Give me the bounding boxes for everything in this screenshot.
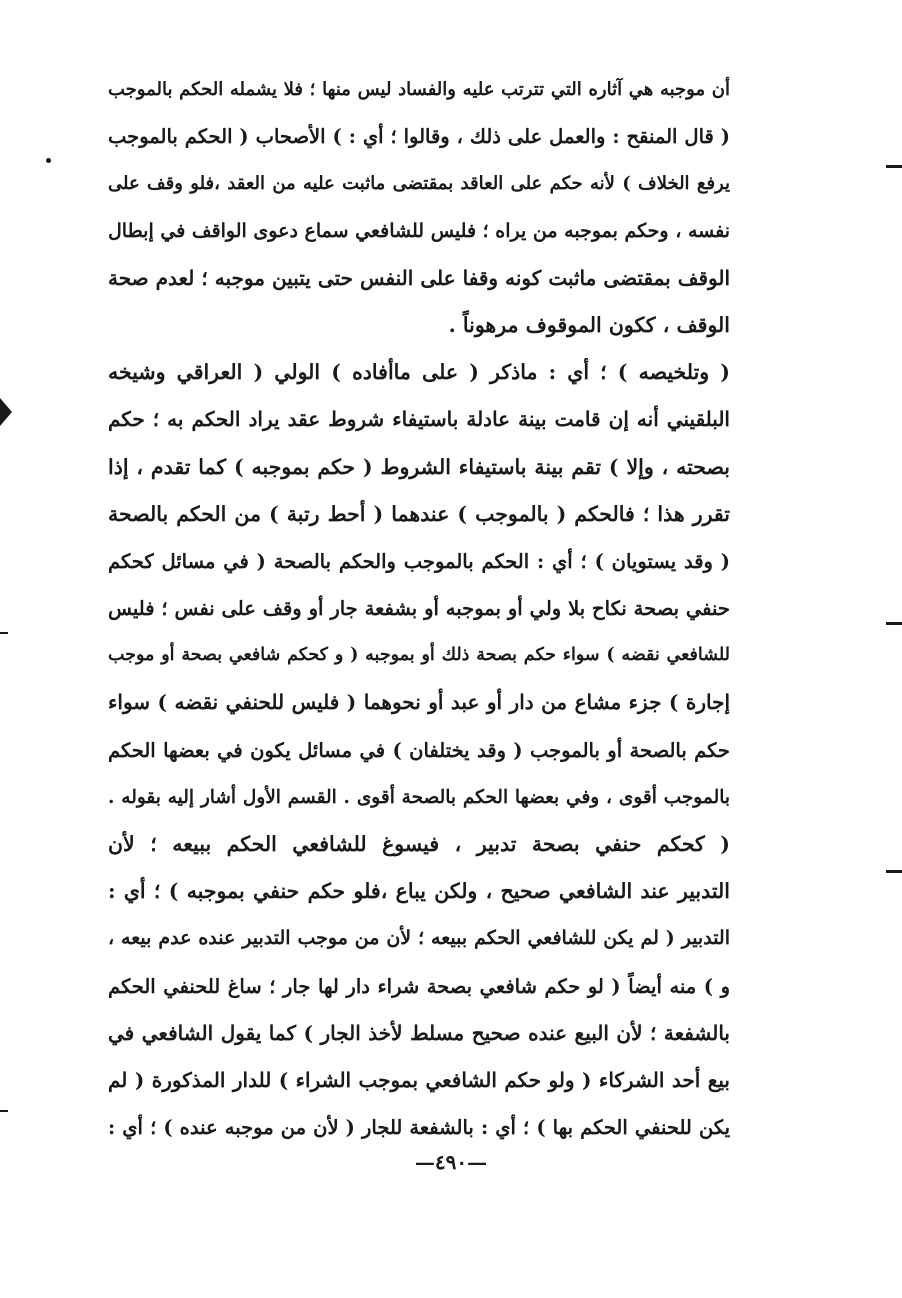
text-line: حكم بالصحة أو بالموجب ( وقد يختلفان ) في مسائل يكون في بعضها الحكم: [108, 738, 730, 762]
margin-mark: [886, 165, 902, 168]
text-line: التدبير عند الشافعي صحيح ، ولكن يباع ،فلو حكم حنفي بموجبه ) ؛ أي :: [108, 879, 730, 904]
text-line: بصحته ، وإلا ) تقم بينة باستيفاء الشروط ( حكم بموجبه ) كما تقدم ، إذا: [108, 454, 730, 479]
margin-mark: [0, 632, 8, 634]
text-line: ( وتلخيصه ) ؛ أي : ماذكر ( على ماأفاده ) الولي ( العراقي وشيخه: [108, 360, 730, 385]
text-line: يكن للحنفي الحكم بها ) ؛ أي : بالشفعة للجار ( لأن من موجبه عنده ) ؛ أي :: [108, 1116, 730, 1140]
ink-blot: [0, 398, 12, 426]
body-text: [108, 66, 730, 1151]
text-line: ( قال المنقح : والعمل على ذلك ، وقالوا ؛ أي : ) الأصحاب ( الحكم بالموجب: [108, 125, 730, 149]
text-line: الوقف ، ككون الموقوف مرهوناً .: [448, 312, 730, 337]
text-line: ( وقد يستويان ) ؛ أي : الحكم بالموجب والحكم بالصحة ( في مسائل كحكم: [108, 549, 730, 573]
text-line: ( كحكم حنفي بصحة تدبير ، فيسوغ للشافعي الحكم ببيعه ؛ لأن: [108, 832, 730, 856]
text-line: أن موجبه هي آثاره التي تترتب عليه والفساد ليس منها ؛ فلا يشمله الحكم بالموجب: [108, 79, 730, 100]
text-line: بالشفعة ؛ لأن البيع عنده صحيح مسلط لأخذ الجار ) كما يقول الشافعي في: [108, 1020, 730, 1045]
margin-mark: [886, 622, 902, 625]
page-number: —٤٩٠—: [414, 1150, 488, 1174]
text-line: تقرر هذا ؛ فالحكم ( بالموجب ) عندهما ( أحط رتبة ) من الحكم بالصحة: [108, 501, 730, 526]
text-line: الوقف بمقتضى ماثبت كونه وقفا على النفس حتى يتبين موجبه ؛ لعدم صحة: [108, 265, 730, 290]
text-line: بالموجب أقوى ، وفي بعضها الحكم بالصحة أقوى . القسم الأول أشار إليه بقوله .: [108, 786, 730, 808]
margin-mark: [886, 870, 902, 873]
text-line: إجارة ) جزء مشاع من دار أو عبد أو نحوهما ( فليس للحنفي نقضه ) سواء: [108, 690, 730, 715]
text-line: يرفع الخلاف ) لأنه حكم على العاقد بمقتضى ماثبت عليه من العقد ،فلو وقف على: [108, 173, 730, 195]
ink-dot: [46, 158, 51, 163]
text-line: البلقيني أنه إن قامت بينة عادلة باستيفاء شروط عقد يراد الحكم به ؛ حكم: [108, 407, 730, 432]
margin-mark: [0, 1110, 8, 1112]
text-line: بيع أحد الشركاء ( ولو حكم الشافعي بموجب الشراء ) للدار المذكورة ( لم: [108, 1067, 730, 1092]
text-line: التدبير ( لم يكن للشافعي الحكم ببيعه ؛ لأن من موجب التدبير عنده عدم بيعه ،: [108, 927, 730, 950]
text-line: و ) منه أيضاً ( لو حكم شافعي بصحة شراء دار لها جار ؛ ساغ للحنفي الحكم: [108, 974, 730, 998]
text-line: للشافعي نقضه ) سواء حكم بصحة ذلك أو بموجبه ( و كحكم شافعي بصحة أو موجب: [108, 645, 730, 666]
text-line: نفسه ، وحكم بموجبه من يراه ؛ فليس للشافعي سماع دعوى الواقف في إبطال: [108, 219, 730, 242]
text-line: حنفي بصحة نكاح بلا ولي أو بموجبه أو بشفعة جار أو وقف على نفس ؛ فليس: [108, 597, 730, 621]
